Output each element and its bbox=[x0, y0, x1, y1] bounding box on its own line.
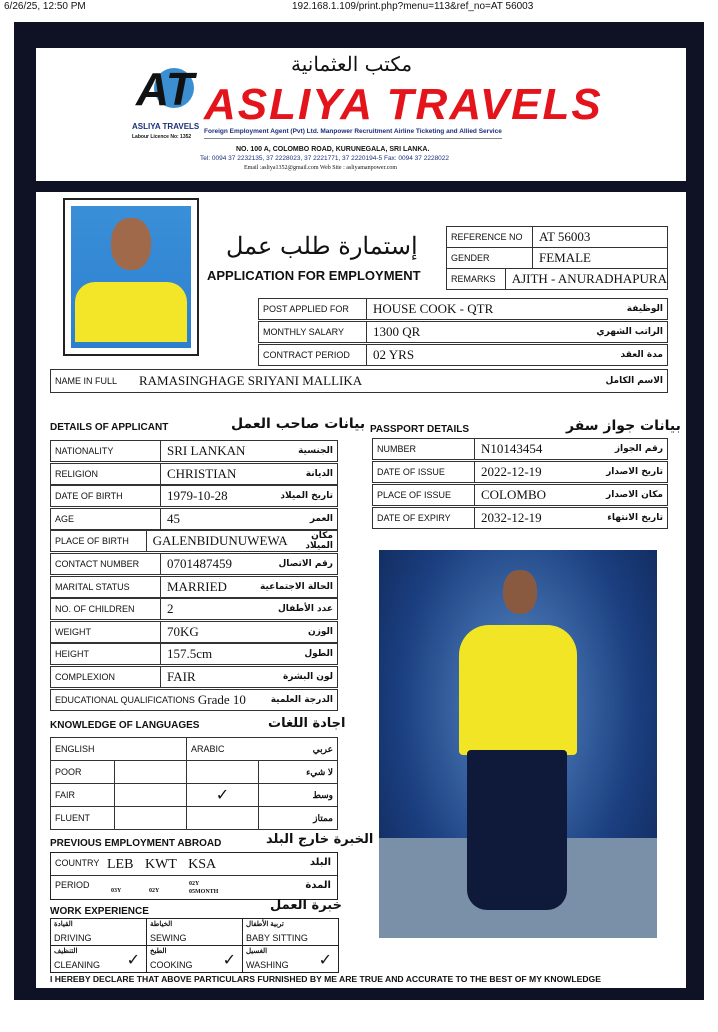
field-value: 2032-12-19 bbox=[481, 510, 542, 525]
skill-label: BABY SITTING bbox=[246, 933, 308, 943]
field-label: COMPLEXION bbox=[51, 667, 161, 687]
field-label: MARITAL STATUS bbox=[51, 577, 161, 597]
form-row bbox=[258, 321, 668, 343]
period: 02Y bbox=[149, 888, 160, 894]
field-label: CONTACT NUMBER bbox=[51, 554, 161, 574]
company-logo: AT bbox=[136, 63, 194, 115]
field-label-arabic: الوزن bbox=[308, 626, 333, 637]
period-label: PERIOD bbox=[55, 880, 90, 890]
letterhead bbox=[36, 48, 686, 181]
previous-employment-title-arabic: الخبرة خارج البلد bbox=[266, 832, 374, 847]
skill-arabic: تربية الأطفال bbox=[246, 921, 284, 928]
field-value: 45 bbox=[167, 510, 180, 526]
arabic-header-ar: عربي bbox=[259, 738, 338, 761]
field-label: NO. OF CHILDREN bbox=[51, 599, 161, 619]
logo-caption: ASLIYA TRAVELS bbox=[132, 122, 200, 131]
form-row bbox=[446, 268, 668, 290]
application-form bbox=[36, 192, 686, 988]
arabic-company-name: مكتب العثمانية bbox=[291, 52, 413, 76]
field-label: POST APPLIED FOR bbox=[259, 299, 367, 319]
form-title: APPLICATION FOR EMPLOYMENT bbox=[207, 268, 421, 283]
level-arabic: وسط bbox=[259, 784, 338, 807]
field-value: 1300 QR bbox=[373, 324, 421, 339]
form-row bbox=[50, 440, 338, 462]
field-label: NATIONALITY bbox=[51, 441, 161, 461]
field-label: NUMBER bbox=[373, 439, 475, 459]
check-icon: ✓ bbox=[222, 952, 236, 969]
field-label: GENDER bbox=[447, 248, 533, 268]
print-datetime: 6/26/25, 12:50 PM bbox=[4, 1, 86, 12]
full-body-photo bbox=[379, 550, 657, 938]
field-value: COLOMBO bbox=[481, 487, 547, 502]
form-row bbox=[50, 508, 338, 530]
field-label: RELIGION bbox=[51, 464, 161, 484]
form-row bbox=[50, 553, 338, 575]
field-value: GALENBIDUNUWEWA bbox=[152, 533, 288, 549]
work-experience-title: WORK EXPERIENCE bbox=[50, 906, 149, 917]
work-skill-cell bbox=[50, 945, 147, 973]
country: LEB bbox=[107, 857, 134, 872]
form-title-arabic: إستمارة طلب عمل bbox=[226, 232, 418, 260]
education-label: EDUCATIONAL QUALIFICATIONS bbox=[55, 695, 195, 705]
languages-section-title: KNOWLEDGE OF LANGUAGES bbox=[50, 720, 200, 731]
country-arabic: البلد bbox=[309, 857, 331, 868]
languages-section-title-arabic: اجادة اللغات bbox=[268, 716, 346, 731]
company-name: ASLIYA TRAVELS bbox=[204, 80, 603, 129]
field-label-arabic: تاريخ الانتهاء bbox=[607, 513, 663, 523]
field-label: REFERENCE NO bbox=[447, 227, 533, 247]
english-check bbox=[115, 761, 187, 784]
full-name-value: RAMASINGHAGE SRIYANI MALLIKA bbox=[139, 373, 363, 388]
full-name-arabic: الاسم الكامل bbox=[605, 376, 663, 386]
field-value: 1979-10-28 bbox=[167, 488, 228, 504]
level-label: POOR bbox=[51, 761, 115, 784]
form-row bbox=[372, 507, 668, 529]
arabic-check: ✓ bbox=[187, 784, 259, 807]
passport-section-title-arabic: بيانات جواز سفر bbox=[566, 418, 681, 434]
field-value: CHRISTIAN bbox=[167, 465, 237, 481]
skill-label: COOKING bbox=[150, 960, 193, 970]
field-label-arabic: الراتب الشهري bbox=[596, 327, 663, 337]
field-value: MARRIED bbox=[167, 578, 227, 594]
field-label: DATE OF ISSUE bbox=[373, 462, 475, 482]
field-value: 2022-12-19 bbox=[481, 464, 542, 479]
field-label-arabic: عدد الأطفال bbox=[277, 604, 333, 615]
field-label-arabic: تاريخ الميلاد bbox=[280, 491, 333, 502]
language-level-row bbox=[51, 784, 338, 807]
form-row bbox=[446, 247, 668, 269]
field-value: FEMALE bbox=[539, 250, 591, 265]
english-header: ENGLISH bbox=[51, 738, 187, 761]
period: 03Y bbox=[111, 888, 122, 894]
field-label-arabic: تاريخ الاصدار bbox=[606, 467, 663, 477]
form-row bbox=[50, 621, 338, 643]
field-label-arabic: الديانة bbox=[305, 468, 333, 479]
phone: Tel: 0094 37 2232135, 37 2228023, 37 2221771, 37 2220194-5 Fax: 0094 37 2228022 bbox=[200, 155, 450, 162]
field-label: PLACE OF ISSUE bbox=[373, 485, 475, 505]
form-row bbox=[50, 485, 338, 507]
work-skill-cell bbox=[50, 918, 147, 946]
address: NO. 100 A, COLOMBO ROAD, KURUNEGALA, SRI LANKA. bbox=[236, 146, 430, 153]
education-value: Grade 10 bbox=[197, 692, 246, 707]
field-label: DATE OF BIRTH bbox=[51, 486, 161, 506]
level-label: FAIR bbox=[51, 784, 115, 807]
field-label: CONTRACT PERIOD bbox=[259, 345, 367, 365]
education-row bbox=[50, 689, 338, 711]
language-level-row bbox=[51, 807, 338, 830]
form-row bbox=[372, 438, 668, 460]
skill-label: SEWING bbox=[150, 933, 187, 943]
applicant-section-title: DETAILS OF APPLICANT bbox=[50, 422, 169, 433]
form-row bbox=[446, 226, 668, 248]
field-label: PLACE OF BIRTH bbox=[51, 531, 147, 551]
work-skill-cell bbox=[242, 945, 339, 973]
full-name-row bbox=[50, 369, 668, 393]
field-label-arabic: مدة العقد bbox=[620, 350, 663, 360]
field-value: 2 bbox=[167, 601, 174, 617]
country-label: COUNTRY bbox=[55, 858, 100, 868]
english-check bbox=[115, 784, 187, 807]
english-check bbox=[115, 807, 187, 830]
field-value: 0701487459 bbox=[167, 556, 232, 571]
skill-arabic: القيادة bbox=[54, 921, 73, 928]
arabic-header: ARABIC bbox=[187, 738, 259, 761]
field-label: HEIGHT bbox=[51, 644, 161, 664]
field-value: AT 56003 bbox=[539, 229, 591, 244]
work-experience-title-arabic: خبرة العمل bbox=[270, 898, 342, 913]
education-arabic: الدرجة العلمية bbox=[270, 695, 333, 705]
field-label: WEIGHT bbox=[51, 622, 161, 642]
field-value: SRI LANKAN bbox=[167, 443, 246, 458]
field-label: MONTHLY SALARY bbox=[259, 322, 367, 342]
field-label-arabic: الجنسية bbox=[298, 446, 333, 456]
field-label-arabic: رقم الاتصال bbox=[278, 559, 333, 569]
field-value: 70KG bbox=[167, 623, 199, 639]
skill-arabic: الطبخ bbox=[150, 948, 167, 955]
skill-label: DRIVING bbox=[54, 933, 92, 943]
language-level-row bbox=[51, 761, 338, 784]
previous-employment-title: PREVIOUS EMPLOYMENT ABROAD bbox=[50, 838, 222, 849]
field-label-arabic: الحالة الاجتماعية bbox=[260, 581, 333, 592]
period: 02Y 05MONTH bbox=[189, 881, 219, 895]
passport-photo bbox=[63, 198, 199, 356]
field-label-arabic: الطول bbox=[304, 649, 333, 660]
form-row bbox=[258, 344, 668, 366]
field-value: N10143454 bbox=[481, 441, 543, 456]
form-row bbox=[372, 461, 668, 483]
work-skill-cell bbox=[146, 918, 243, 946]
email-website: Email :asliya1352@gmail.com Web Site : asliyamanpower.com bbox=[244, 165, 398, 171]
level-arabic: لا شيء bbox=[259, 761, 338, 784]
form-row bbox=[50, 576, 338, 598]
field-label-arabic: رقم الجواز bbox=[614, 444, 663, 454]
form-row bbox=[50, 463, 338, 485]
previous-employment-box bbox=[50, 852, 338, 900]
countries bbox=[107, 857, 216, 873]
field-label: REMARKS bbox=[447, 269, 506, 289]
level-arabic: ممتاز bbox=[259, 807, 338, 830]
passport-section-title: PASSPORT DETAILS bbox=[370, 424, 470, 435]
full-name-label: NAME IN FULL bbox=[55, 376, 118, 386]
field-value: AJITH - ANURADHAPURA bbox=[511, 271, 667, 286]
licence-number: Labour Licence No: 1352 bbox=[132, 134, 192, 140]
country: KSA bbox=[188, 857, 217, 872]
form-row bbox=[50, 598, 338, 620]
skill-arabic: الخياطة bbox=[150, 921, 173, 928]
country: KWT bbox=[144, 857, 177, 872]
arabic-check bbox=[187, 807, 259, 830]
field-label-arabic: مكان الميلاد bbox=[305, 531, 333, 552]
work-skill-cell bbox=[146, 945, 243, 973]
check-icon: ✓ bbox=[126, 952, 140, 969]
field-label: AGE bbox=[51, 509, 161, 529]
form-row bbox=[258, 298, 668, 320]
skill-arabic: التنظيف bbox=[54, 948, 78, 955]
arabic-check bbox=[187, 761, 259, 784]
field-label-arabic: الوظيفة bbox=[626, 304, 663, 314]
declaration: I HEREBY DECLARE THAT ABOVE PARTICULARS FURNISHED BY ME ARE TRUE AND ACCURATE TO THE BEST OF MY KNOWLEDGE bbox=[50, 974, 601, 984]
field-label-arabic: مكان الاصدار bbox=[606, 490, 663, 500]
work-skill-cell bbox=[242, 918, 339, 946]
field-value: 157.5cm bbox=[167, 646, 213, 662]
applicant-section-title-arabic: بيانات صاحب العمل bbox=[231, 416, 366, 432]
skill-label: WASHING bbox=[246, 960, 289, 970]
form-row bbox=[372, 484, 668, 506]
form-row bbox=[50, 530, 338, 552]
field-value: 02 YRS bbox=[373, 347, 415, 362]
tagline: Foreign Employment Agent (Pvt) Ltd. Manpower Recruitment Airline Ticketing and Allied Service bbox=[204, 128, 502, 139]
check-icon: ✓ bbox=[318, 952, 332, 969]
form-row bbox=[50, 643, 338, 665]
field-value: FAIR bbox=[167, 669, 196, 684]
field-label-arabic: لون البشرة bbox=[282, 672, 333, 682]
field-label: DATE OF EXPIRY bbox=[373, 508, 475, 528]
period-arabic: المدة bbox=[305, 880, 331, 891]
print-url: 192.168.1.109/print.php?menu=113&ref_no=AT 56003 bbox=[292, 1, 534, 12]
field-label-arabic: العمر bbox=[309, 513, 333, 524]
browser-print-header bbox=[0, 0, 718, 14]
skill-arabic: الغسيل bbox=[246, 948, 268, 955]
level-label: FLUENT bbox=[51, 807, 115, 830]
form-row bbox=[50, 666, 338, 688]
skill-label: CLEANING bbox=[54, 960, 101, 970]
languages-table bbox=[50, 737, 338, 830]
field-value: HOUSE COOK - QTR bbox=[373, 301, 494, 316]
